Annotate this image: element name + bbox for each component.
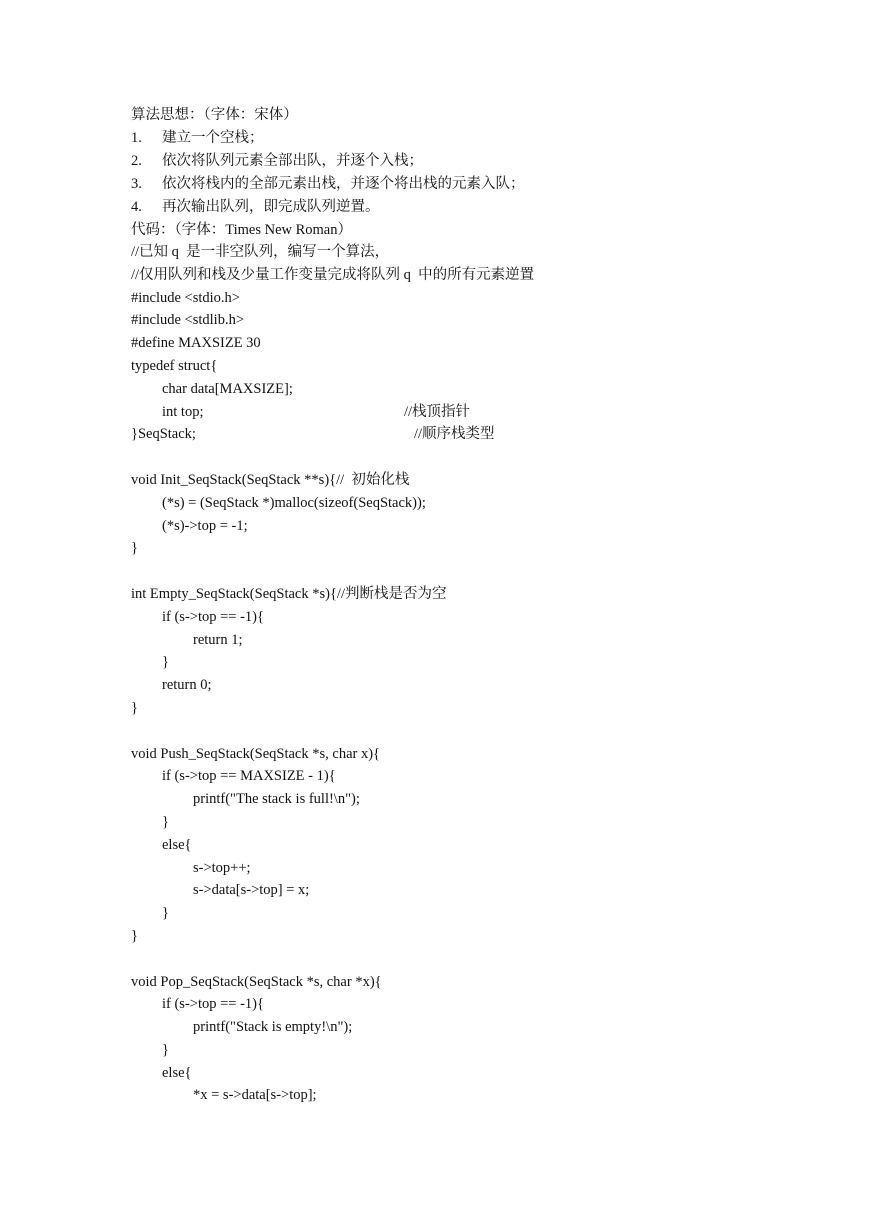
step-text: 再次输出队列，即完成队列逆置。 (162, 199, 380, 215)
code-line: typedef struct{ (131, 357, 218, 374)
code-line: } (131, 927, 138, 944)
code-line: } (162, 1041, 169, 1058)
code-line: if (s->top == MAXSIZE - 1){ (162, 768, 336, 785)
code-line: s->top++; (193, 859, 251, 876)
code-text: int top; (162, 403, 204, 420)
code-line: char data[MAXSIZE]; (162, 380, 293, 397)
code-line: (*s) = (SeqStack *)malloc(sizeof(SeqStack)); (162, 494, 426, 511)
inline-comment: //栈顶指针 (404, 403, 471, 420)
code-line: printf("Stack is empty!\n"); (193, 1019, 353, 1036)
list-item (131, 173, 781, 196)
code-line: *x = s->data[s->top]; (193, 1087, 317, 1104)
list-item (131, 150, 781, 173)
inline-comment: //顺序栈类型 (414, 426, 495, 443)
blank-line (131, 446, 811, 469)
code-line: //仅用队列和栈及少量工作变量完成将队列 q 中的所有元素逆置 (131, 266, 535, 283)
code-listing (131, 241, 811, 1107)
algorithm-description (131, 104, 781, 242)
code-line: #include <stdio.h> (131, 289, 240, 306)
code-line: void Push_SeqStack(SeqStack *s, char x){ (131, 745, 380, 762)
step-text: 建立一个空栈； (162, 130, 264, 146)
code-line: printf("The stack is full!\n"); (193, 791, 360, 808)
code-line: void Init_SeqStack(SeqStack **s){// 初始化栈 (131, 471, 410, 488)
list-item (131, 127, 781, 150)
code-line: } (162, 654, 169, 671)
step-number: 4. (131, 199, 142, 215)
code-line: //已知 q 是一非空队列，编写一个算法， (131, 244, 390, 260)
code-line-with-comment (131, 423, 811, 446)
step-list (131, 127, 781, 219)
code-text: }SeqStack; (131, 426, 196, 443)
step-number: 1. (131, 130, 142, 146)
code-line: #include <stdlib.h> (131, 312, 245, 329)
code-line: else{ (162, 836, 192, 853)
code-line: int Empty_SeqStack(SeqStack *s){//判断栈是否为空 (131, 585, 447, 602)
step-number: 2. (131, 153, 142, 169)
code-line: } (162, 905, 169, 922)
step-number: 3. (131, 176, 142, 192)
code-line: #define MAXSIZE 30 (131, 335, 261, 352)
code-line: if (s->top == -1){ (162, 996, 264, 1013)
code-line: return 0; (162, 677, 212, 694)
code-font-note: 代码：（字体：Times New Roman） (131, 222, 352, 238)
list-item (131, 196, 781, 219)
code-line: else{ (162, 1064, 192, 1081)
code-line: } (162, 813, 169, 830)
code-line: void Pop_SeqStack(SeqStack *s, char *x){ (131, 973, 382, 990)
blank-line (131, 560, 811, 583)
step-text: 依次将队列元素全部出队，并逐个入栈； (162, 153, 423, 169)
section-heading: 算法思想：（字体：宋体） (131, 107, 298, 123)
code-line: s->data[s->top] = x; (193, 882, 310, 899)
code-line: } (131, 699, 138, 716)
code-line: if (s->top == -1){ (162, 608, 264, 625)
code-line: } (131, 540, 138, 557)
code-line: (*s)->top = -1; (162, 517, 248, 534)
code-line-with-comment (131, 401, 811, 424)
blank-line (131, 948, 811, 971)
blank-line (131, 720, 811, 743)
step-text: 依次将栈内的全部元素出栈，并逐个将出栈的元素入队； (162, 176, 525, 192)
code-line: return 1; (193, 631, 243, 648)
